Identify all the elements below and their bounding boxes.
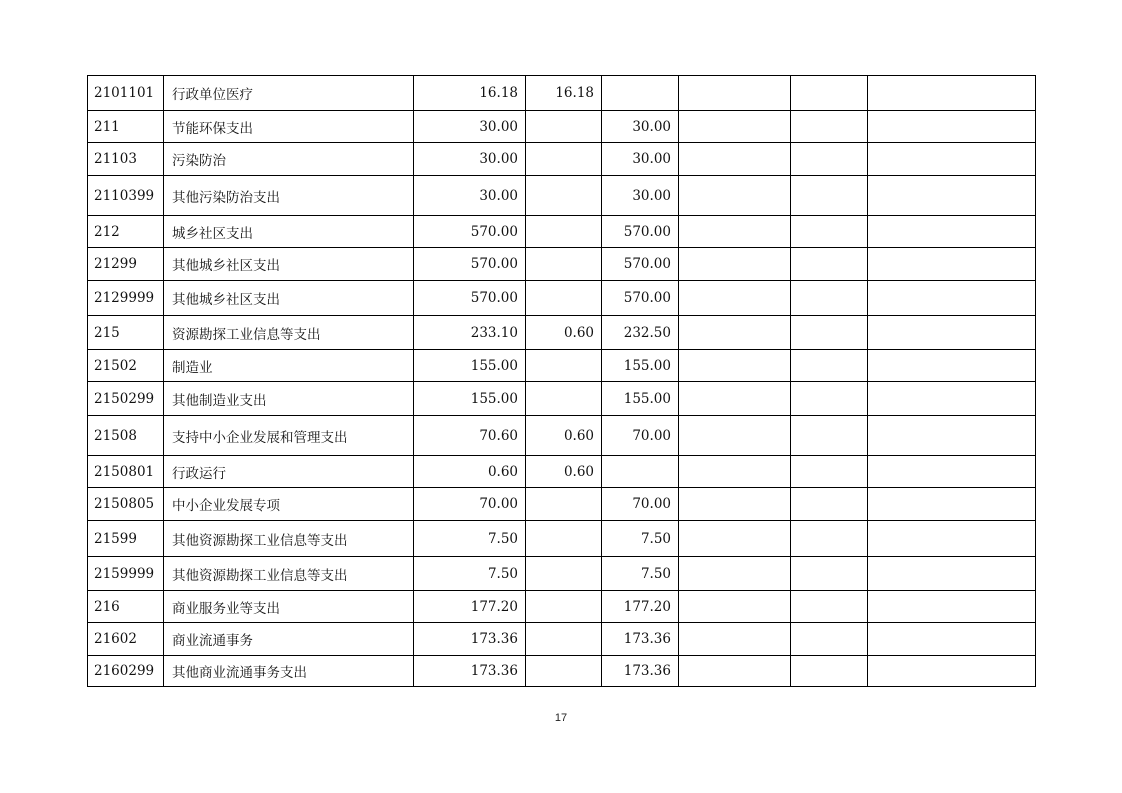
function-name-cell: 资源勘探工业信息等支出 [164, 316, 414, 350]
function-code-cell: 2110399 [88, 176, 164, 216]
page-number: 17 [554, 712, 568, 724]
basic-expenditure-cell [526, 176, 602, 216]
empty-cell [791, 248, 868, 281]
empty-cell [868, 623, 1036, 656]
total-amount-cell: 0.60 [414, 456, 526, 488]
project-expenditure-cell [602, 456, 679, 488]
function-name-cell: 其他资源勘探工业信息等支出 [164, 557, 414, 591]
function-name-cell: 商业服务业等支出 [164, 591, 414, 623]
function-name-cell: 污染防治 [164, 143, 414, 176]
table-row [88, 76, 1036, 111]
empty-cell [791, 176, 868, 216]
basic-expenditure-cell [526, 248, 602, 281]
project-expenditure-cell: 7.50 [602, 521, 679, 557]
project-expenditure-cell: 155.00 [602, 382, 679, 416]
empty-cell [868, 76, 1036, 111]
empty-cell [868, 656, 1036, 687]
table-row [88, 216, 1036, 248]
empty-cell [679, 521, 791, 557]
basic-expenditure-cell [526, 591, 602, 623]
project-expenditure-cell: 570.00 [602, 248, 679, 281]
empty-cell [679, 488, 791, 521]
empty-cell [791, 557, 868, 591]
project-expenditure-cell: 155.00 [602, 350, 679, 382]
empty-cell [868, 382, 1036, 416]
function-code-cell: 21502 [88, 350, 164, 382]
basic-expenditure-cell [526, 488, 602, 521]
function-name-cell: 城乡社区支出 [164, 216, 414, 248]
table-row [88, 382, 1036, 416]
empty-cell [791, 416, 868, 456]
total-amount-cell: 570.00 [414, 216, 526, 248]
empty-cell [868, 557, 1036, 591]
total-amount-cell: 30.00 [414, 176, 526, 216]
empty-cell [679, 176, 791, 216]
function-name-cell: 行政运行 [164, 456, 414, 488]
basic-expenditure-cell [526, 281, 602, 316]
empty-cell [868, 176, 1036, 216]
empty-cell [679, 350, 791, 382]
empty-cell [868, 281, 1036, 316]
function-name-cell: 其他城乡社区支出 [164, 248, 414, 281]
function-code-cell: 21299 [88, 248, 164, 281]
empty-cell [868, 488, 1036, 521]
empty-cell [679, 143, 791, 176]
project-expenditure-cell: 70.00 [602, 488, 679, 521]
empty-cell [679, 591, 791, 623]
project-expenditure-cell: 570.00 [602, 216, 679, 248]
empty-cell [679, 623, 791, 656]
basic-expenditure-cell: 16.18 [526, 76, 602, 111]
function-name-cell: 支持中小企业发展和管理支出 [164, 416, 414, 456]
basic-expenditure-cell: 0.60 [526, 416, 602, 456]
empty-cell [791, 623, 868, 656]
empty-cell [868, 248, 1036, 281]
function-code-cell: 215 [88, 316, 164, 350]
function-code-cell: 21599 [88, 521, 164, 557]
function-name-cell: 行政单位医疗 [164, 76, 414, 111]
empty-cell [791, 350, 868, 382]
empty-cell [868, 416, 1036, 456]
total-amount-cell: 70.00 [414, 488, 526, 521]
function-name-cell: 其他商业流通事务支出 [164, 656, 414, 687]
empty-cell [679, 76, 791, 111]
total-amount-cell: 173.36 [414, 656, 526, 687]
empty-cell [791, 456, 868, 488]
basic-expenditure-cell: 0.60 [526, 316, 602, 350]
project-expenditure-cell: 7.50 [602, 557, 679, 591]
total-amount-cell: 7.50 [414, 521, 526, 557]
table-row [88, 111, 1036, 143]
basic-expenditure-cell [526, 656, 602, 687]
empty-cell [679, 456, 791, 488]
function-name-cell: 其他制造业支出 [164, 382, 414, 416]
project-expenditure-cell: 177.20 [602, 591, 679, 623]
total-amount-cell: 570.00 [414, 248, 526, 281]
function-code-cell: 2159999 [88, 557, 164, 591]
total-amount-cell: 155.00 [414, 350, 526, 382]
basic-expenditure-cell [526, 216, 602, 248]
empty-cell [791, 216, 868, 248]
function-name-cell: 制造业 [164, 350, 414, 382]
empty-cell [679, 248, 791, 281]
table-row [88, 521, 1036, 557]
total-amount-cell: 7.50 [414, 557, 526, 591]
basic-expenditure-cell: 0.60 [526, 456, 602, 488]
empty-cell [868, 350, 1036, 382]
table-row [88, 248, 1036, 281]
empty-cell [679, 656, 791, 687]
table-row [88, 591, 1036, 623]
empty-cell [679, 382, 791, 416]
function-code-cell: 2129999 [88, 281, 164, 316]
table-row [88, 557, 1036, 591]
basic-expenditure-cell [526, 143, 602, 176]
empty-cell [791, 656, 868, 687]
empty-cell [791, 382, 868, 416]
total-amount-cell: 30.00 [414, 143, 526, 176]
empty-cell [791, 281, 868, 316]
table-row [88, 416, 1036, 456]
project-expenditure-cell: 570.00 [602, 281, 679, 316]
empty-cell [868, 521, 1036, 557]
project-expenditure-cell: 30.00 [602, 176, 679, 216]
basic-expenditure-cell [526, 557, 602, 591]
empty-cell [791, 488, 868, 521]
function-code-cell: 21103 [88, 143, 164, 176]
function-name-cell: 其他资源勘探工业信息等支出 [164, 521, 414, 557]
project-expenditure-cell: 232.50 [602, 316, 679, 350]
total-amount-cell: 570.00 [414, 281, 526, 316]
function-code-cell: 211 [88, 111, 164, 143]
table-body [88, 76, 1036, 687]
function-code-cell: 2150801 [88, 456, 164, 488]
total-amount-cell: 177.20 [414, 591, 526, 623]
total-amount-cell: 70.60 [414, 416, 526, 456]
function-code-cell: 2101101 [88, 76, 164, 111]
empty-cell [791, 521, 868, 557]
empty-cell [679, 316, 791, 350]
project-expenditure-cell: 173.36 [602, 656, 679, 687]
table-row [88, 143, 1036, 176]
empty-cell [679, 416, 791, 456]
total-amount-cell: 173.36 [414, 623, 526, 656]
function-code-cell: 21508 [88, 416, 164, 456]
basic-expenditure-cell [526, 350, 602, 382]
empty-cell [868, 143, 1036, 176]
empty-cell [791, 111, 868, 143]
basic-expenditure-cell [526, 521, 602, 557]
function-code-cell: 212 [88, 216, 164, 248]
empty-cell [791, 143, 868, 176]
function-code-cell: 21602 [88, 623, 164, 656]
table-row [88, 281, 1036, 316]
empty-cell [679, 281, 791, 316]
function-code-cell: 2150299 [88, 382, 164, 416]
function-name-cell: 节能环保支出 [164, 111, 414, 143]
empty-cell [868, 216, 1036, 248]
basic-expenditure-cell [526, 382, 602, 416]
table-row [88, 316, 1036, 350]
table-row [88, 656, 1036, 687]
empty-cell [791, 591, 868, 623]
table-row [88, 456, 1036, 488]
project-expenditure-cell: 70.00 [602, 416, 679, 456]
table-row [88, 350, 1036, 382]
table-row [88, 176, 1036, 216]
empty-cell [791, 76, 868, 111]
total-amount-cell: 16.18 [414, 76, 526, 111]
empty-cell [868, 316, 1036, 350]
empty-cell [679, 557, 791, 591]
function-name-cell: 其他污染防治支出 [164, 176, 414, 216]
function-name-cell: 其他城乡社区支出 [164, 281, 414, 316]
basic-expenditure-cell [526, 111, 602, 143]
table-row [88, 488, 1036, 521]
total-amount-cell: 155.00 [414, 382, 526, 416]
total-amount-cell: 30.00 [414, 111, 526, 143]
function-code-cell: 2160299 [88, 656, 164, 687]
function-name-cell: 商业流通事务 [164, 623, 414, 656]
total-amount-cell: 233.10 [414, 316, 526, 350]
project-expenditure-cell: 30.00 [602, 143, 679, 176]
basic-expenditure-cell [526, 623, 602, 656]
project-expenditure-cell: 30.00 [602, 111, 679, 143]
empty-cell [868, 456, 1036, 488]
project-expenditure-cell [602, 76, 679, 111]
table-row [88, 623, 1036, 656]
function-name-cell: 中小企业发展专项 [164, 488, 414, 521]
function-code-cell: 216 [88, 591, 164, 623]
empty-cell [791, 316, 868, 350]
empty-cell [679, 216, 791, 248]
function-code-cell: 2150805 [88, 488, 164, 521]
empty-cell [868, 111, 1036, 143]
project-expenditure-cell: 173.36 [602, 623, 679, 656]
budget-table [87, 75, 1036, 687]
empty-cell [868, 591, 1036, 623]
empty-cell [679, 111, 791, 143]
